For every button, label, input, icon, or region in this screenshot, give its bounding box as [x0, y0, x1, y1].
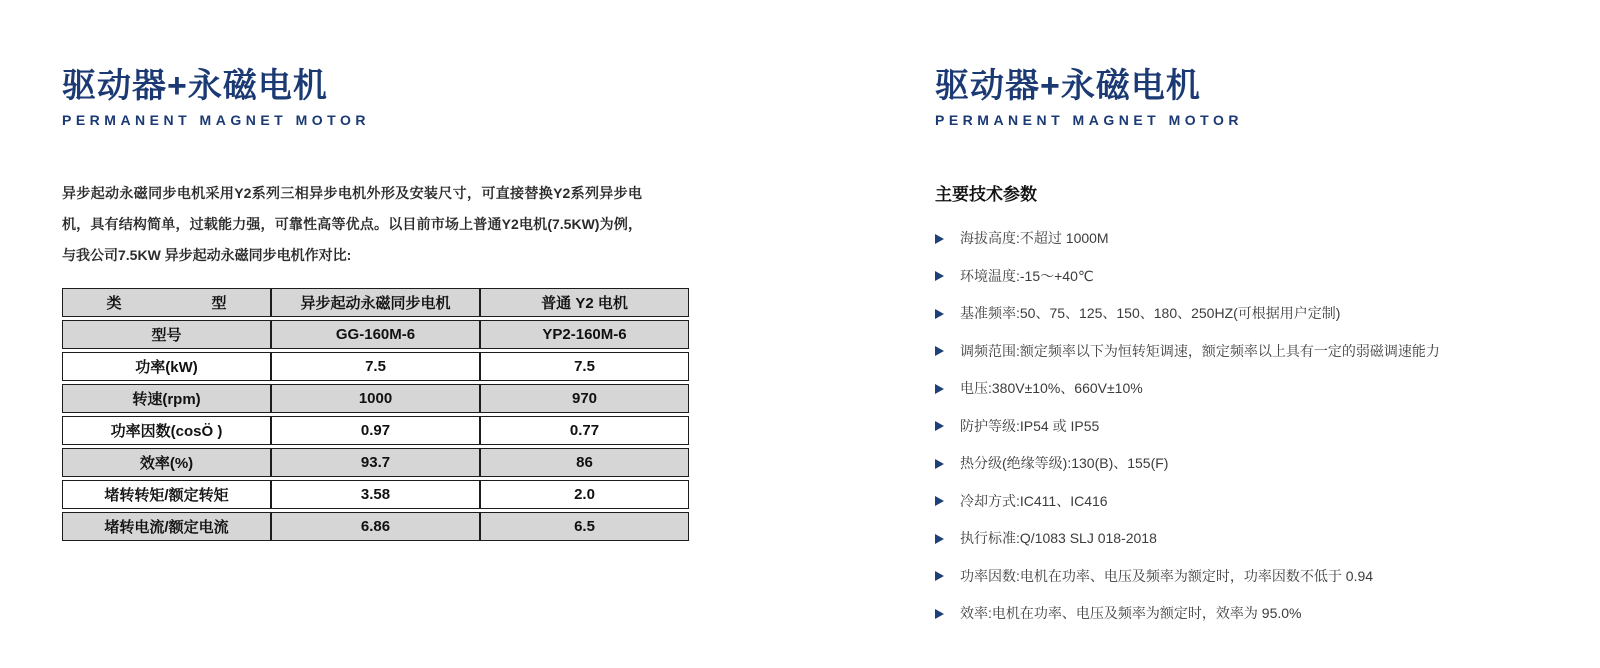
table-cell-label: 堵转转矩/额定转矩	[62, 480, 271, 509]
table-row	[62, 352, 689, 381]
page-title: 驱动器+永磁电机	[62, 67, 328, 105]
table-cell-y2-value: YP2-160M-6	[480, 320, 689, 349]
triangle-bullet-icon	[935, 309, 944, 319]
spec-text: 电压:380V±10%、660V±10%	[960, 380, 1143, 397]
table-cell-y2-value: 0.77	[480, 416, 689, 445]
spec-list-item	[935, 569, 1565, 584]
spec-list	[935, 231, 1565, 621]
triangle-bullet-icon	[935, 234, 944, 244]
triangle-bullet-icon	[935, 346, 944, 356]
left-title-block	[62, 68, 692, 128]
table-row	[62, 512, 689, 541]
table-cell-y2-value: 6.5	[480, 512, 689, 541]
spec-text: 海拔高度:不超过 1000M	[960, 230, 1109, 247]
triangle-bullet-icon	[935, 571, 944, 581]
table-body	[62, 320, 689, 541]
spec-list-item	[935, 269, 1565, 284]
spec-text: 冷却方式:IC411、IC416	[960, 492, 1108, 509]
spec-text: 基准频率:50、75、125、150、180、250HZ(可根据用户定制)	[960, 305, 1341, 322]
table-cell-pm-value: 6.86	[271, 512, 480, 541]
table-row	[62, 448, 689, 477]
spec-text: 效率:电机在功率、电压及频率为额定时，效率为 95.0%	[960, 605, 1302, 622]
spec-list-item	[935, 306, 1565, 321]
page-subtitle: PERMANENT MAGNET MOTOR	[62, 112, 370, 129]
table-cell-y2-value: 2.0	[480, 480, 689, 509]
triangle-bullet-icon	[935, 609, 944, 619]
spec-text: 调频范围:额定频率以下为恒转矩调速，额定频率以上具有一定的弱磁调速能力	[960, 342, 1440, 359]
spec-text: 环境温度:-15～+40℃	[960, 267, 1094, 284]
section-heading: 主要技术参数	[935, 185, 1037, 205]
table-header-row	[62, 288, 689, 317]
spec-text: 热分级(绝缘等级):130(B)、155(F)	[960, 455, 1169, 472]
table-cell-y2-value: 86	[480, 448, 689, 477]
left-page	[62, 0, 692, 544]
table-header-type: 类 型	[62, 288, 271, 317]
spec-list-item	[935, 456, 1565, 471]
spec-text: 防护等级:IP54 或 IP55	[960, 417, 1100, 434]
spec-list-item	[935, 494, 1565, 509]
table-cell-label: 型号	[62, 320, 271, 349]
table-header-pm-motor: 异步起动永磁同步电机	[271, 288, 480, 317]
table-row	[62, 416, 689, 445]
table-cell-label: 功率因数(cosÖ )	[62, 416, 271, 445]
triangle-bullet-icon	[935, 384, 944, 394]
table-cell-y2-value: 970	[480, 384, 689, 413]
triangle-bullet-icon	[935, 496, 944, 506]
spec-list-item	[935, 344, 1565, 359]
table-row	[62, 480, 689, 509]
page-title: 驱动器+永磁电机	[935, 67, 1201, 105]
table-cell-label: 堵转电流/额定电流	[62, 512, 271, 541]
right-page	[935, 0, 1565, 644]
comparison-table	[62, 285, 689, 544]
page-subtitle: PERMANENT MAGNET MOTOR	[935, 112, 1243, 129]
table-cell-pm-value: 93.7	[271, 448, 480, 477]
table-header-y2-motor: 普通 Y2 电机	[480, 288, 689, 317]
table-cell-label: 功率(kW)	[62, 352, 271, 381]
spec-text: 执行标准:Q/1083 SLJ 018-2018	[960, 530, 1157, 547]
triangle-bullet-icon	[935, 534, 944, 544]
table-cell-y2-value: 7.5	[480, 352, 689, 381]
spec-text: 功率因数:电机在功率、电压及频率为额定时，功率因数不低于 0.94	[960, 567, 1374, 584]
spec-list-item	[935, 606, 1565, 621]
right-title-block	[935, 68, 1565, 128]
table-cell-label: 转速(rpm)	[62, 384, 271, 413]
triangle-bullet-icon	[935, 459, 944, 469]
table-cell-pm-value: GG-160M-6	[271, 320, 480, 349]
spec-list-item	[935, 531, 1565, 546]
triangle-bullet-icon	[935, 421, 944, 431]
table-cell-pm-value: 1000	[271, 384, 480, 413]
table-row	[62, 320, 689, 349]
spec-list-item	[935, 419, 1565, 434]
triangle-bullet-icon	[935, 271, 944, 281]
table-cell-pm-value: 3.58	[271, 480, 480, 509]
spec-list-item	[935, 381, 1565, 396]
table-row	[62, 384, 689, 413]
table-cell-pm-value: 0.97	[271, 416, 480, 445]
table-cell-label: 效率(%)	[62, 448, 271, 477]
spec-list-item	[935, 231, 1565, 246]
intro-paragraph: 异步起动永磁同步电机采用Y2系列三相异步电机外形及安装尺寸，可直接替换Y2系列异步电机，具有结构简单，过载能力强，可靠性高等优点。以目前市场上普通Y2电机(7.5KW)为例，与我公司7.5KW 异步起动永磁同步电机作对比:	[62, 185, 642, 264]
table-cell-pm-value: 7.5	[271, 352, 480, 381]
